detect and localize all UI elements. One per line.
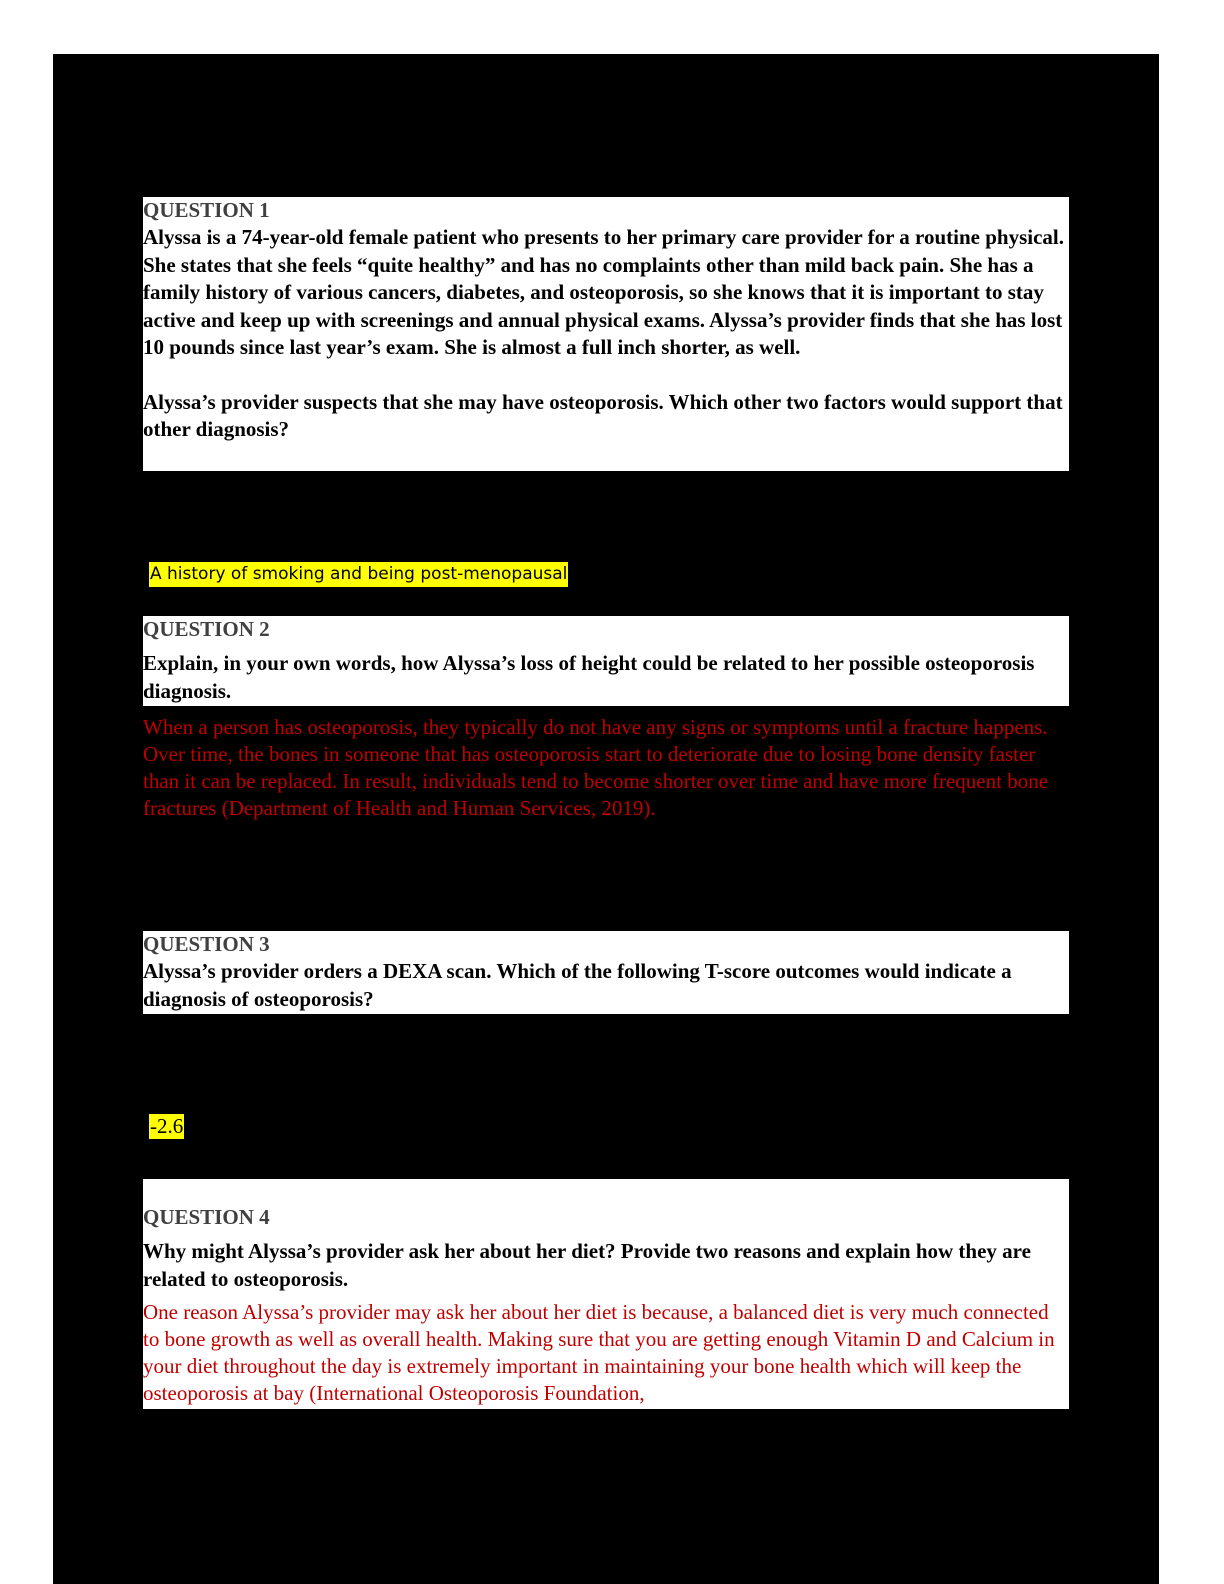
question-1-text: Alyssa is a 74-year-old female patient who presents to her primary care provider for a routine physical. She states that she feels “quite healthy” and has no complaints other than mild back pain. She has a family history of various cancers, diabetes, and osteoporosis, so she knows that it is important to stay active and keep up with screenings and annual physical exams. Alyssa’s provider finds that she has lost 10 pounds since last year’s exam. She is almost a full inch shorter, as well. bbox=[143, 225, 1065, 359]
question-3-answer: -2.6 bbox=[150, 1114, 184, 1138]
question-3-title: QUESTION 3 bbox=[143, 932, 270, 956]
question-2-answer: When a person has osteoporosis, they typically do not have any signs or symptoms until a fracture happens. Over time, the bones in someone that has osteoporosis start to deteriorate due to losing bone density faster than it can be replaced. In result, individuals tend to become shorter over time and have more frequent bone fractures (Department of Health and Human Services, 2019). bbox=[143, 715, 1049, 820]
question-2-block bbox=[143, 616, 1069, 706]
question-3-prompt: Alyssa’s provider orders a DEXA scan. Which of the following T-score outcomes would indicate a diagnosis of osteoporosis? bbox=[143, 959, 1012, 1011]
question-1-prompt: Alyssa’s provider suspects that she may have osteoporosis. Which other two factors would support that other diagnosis? bbox=[143, 389, 1063, 441]
question-2-title: QUESTION 2 bbox=[143, 617, 270, 641]
question-3-block bbox=[143, 931, 1069, 1014]
question-4-title: QUESTION 4 bbox=[143, 1205, 270, 1229]
question-4-block bbox=[143, 1179, 1069, 1409]
question-4-prompt: Why might Alyssa’s provider ask her about her diet? Provide two reasons and explain how they are related to osteoporosis. bbox=[143, 1239, 1031, 1291]
question-1-block bbox=[143, 197, 1069, 471]
question-4-answer: One reason Alyssa’s provider may ask her about her diet is because, a balanced diet is very much connected to bone growth as well as overall health. Making sure that you are getting enough Vitamin D and Calcium in your diet throughout the day is extremely important in maintaining your bone health which will keep the osteoporosis at bay (International Osteoporosis Foundation, bbox=[143, 1300, 1055, 1405]
question-1-title: QUESTION 1 bbox=[143, 198, 270, 222]
question-1-answer: A history of smoking and being post-menopausal bbox=[149, 562, 568, 587]
question-2-prompt: Explain, in your own words, how Alyssa’s loss of height could be related to her possible osteoporosis diagnosis. bbox=[143, 651, 1035, 703]
